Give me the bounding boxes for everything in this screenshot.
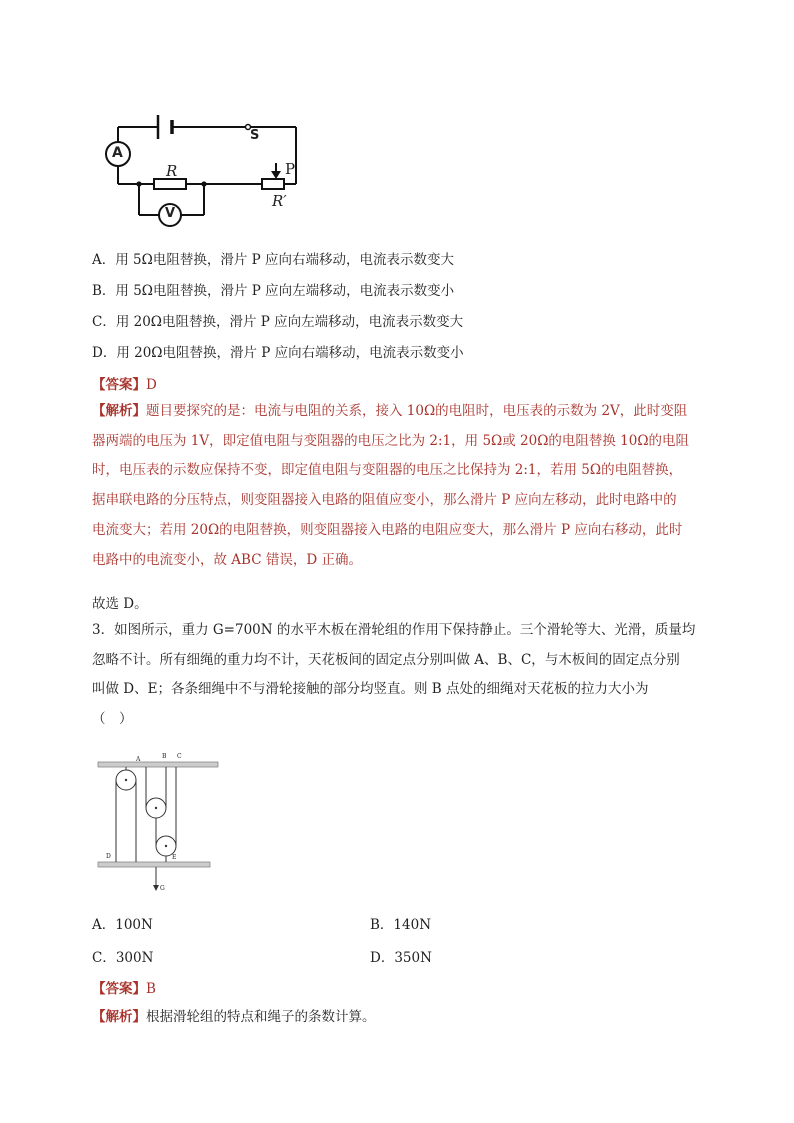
q3-option-b: B．140N — [370, 917, 432, 933]
answer-tag: 【答案】 — [92, 377, 146, 393]
q3-option-d: D．350N — [370, 950, 432, 966]
q2-option-a: A．用 5Ω电阻替换，滑片 P 应向右端移动，电流表示数变大 — [92, 252, 454, 268]
ammeter-label: A — [112, 145, 123, 161]
q2-option-c: C．用 20Ω电阻替换，滑片 P 应向左端移动，电流表示数变大 — [92, 314, 464, 330]
pulley-diagram — [96, 756, 221, 896]
analysis-line: 据串联电路的分压特点，则变阻器接入电路的阻值应变小，那么滑片 P 应向左移动，此时电路中的 — [92, 492, 677, 509]
stem-line: 3．如图所示，重力 G=700N 的水平木板在滑轮组的作用下保持静止。三个滑轮等大、光滑，质量均 — [92, 622, 696, 638]
answer-value: D — [146, 377, 157, 393]
q2-answer — [92, 373, 157, 393]
answer-value: B — [146, 981, 156, 997]
q3-option-c: C．300N — [92, 950, 154, 966]
voltmeter-label: V — [165, 206, 176, 221]
switch-label: S — [250, 128, 260, 143]
analysis-tag: 【解析】 — [92, 403, 146, 419]
q3-analysis — [92, 1005, 376, 1025]
q2-option-d: D．用 20Ω电阻替换，滑片 P 应向右端移动，电流表示数变小 — [92, 345, 464, 361]
pulley-label-c: C — [177, 753, 182, 760]
circuit-diagram — [100, 105, 310, 235]
q3-answer — [92, 977, 156, 997]
q3-option-a: A．100N — [92, 917, 153, 933]
q2-conclusion: 故选 D。 — [92, 596, 148, 612]
pulley-label-a: A — [136, 756, 141, 763]
stem-line: （ ） — [92, 711, 133, 728]
pulley-label-e: E — [172, 854, 177, 861]
analysis-tag: 【解析】 — [92, 1009, 146, 1025]
slider-label: P — [285, 160, 296, 178]
analysis-text: 根据滑轮组的特点和绳子的条数计算。 — [146, 1009, 376, 1025]
pulley-label-d: D — [106, 853, 111, 860]
analysis-line: 电路中的电流变小，故 ABC 错误，D 正确。 — [92, 551, 362, 568]
stem-line: 忽略不计。所有细绳的重力均不计，天花板间的固定点分别叫做 A、B、C，与木板间的固定点分别 — [92, 651, 680, 668]
analysis-line: 器两端的电压为 1V，即定值电阻与变阻器的电压之比为 2:1，用 5Ω或 20Ω的电阻替换 10Ω的电阻 — [92, 432, 690, 449]
resistor-label: R — [166, 162, 178, 180]
q2-analysis — [92, 397, 707, 575]
stem-line: 叫做 D、E；各条细绳中不与滑轮接触的部分均竖直。则 B 点处的细绳对天花板的拉力大小为 — [92, 681, 649, 698]
analysis-line: 电流变大；若用 20Ω的电阻替换，则变阻器接入电路的电阻应变大，那么滑片 P 应向右移动，此时 — [92, 521, 683, 538]
pulley-label-b: B — [162, 753, 167, 760]
analysis-line: 时，电压表的示数应保持不变，即定值电阻与变阻器的电压之比保持为 2:1，若用 5Ω的电阻替换， — [92, 462, 683, 479]
rheostat-label: R′ — [272, 192, 287, 210]
answer-tag: 【答案】 — [92, 981, 146, 997]
pulley-label-g: G — [160, 885, 165, 892]
analysis-line: 题目要探究的是：电流与电阻的关系，接入 10Ω的电阻时，电压表的示数为 2V，此时变阻 — [146, 403, 688, 419]
q3-stem — [92, 616, 707, 735]
q2-option-b: B．用 5Ω电阻替换，滑片 P 应向左端移动，电流表示数变小 — [92, 283, 455, 299]
